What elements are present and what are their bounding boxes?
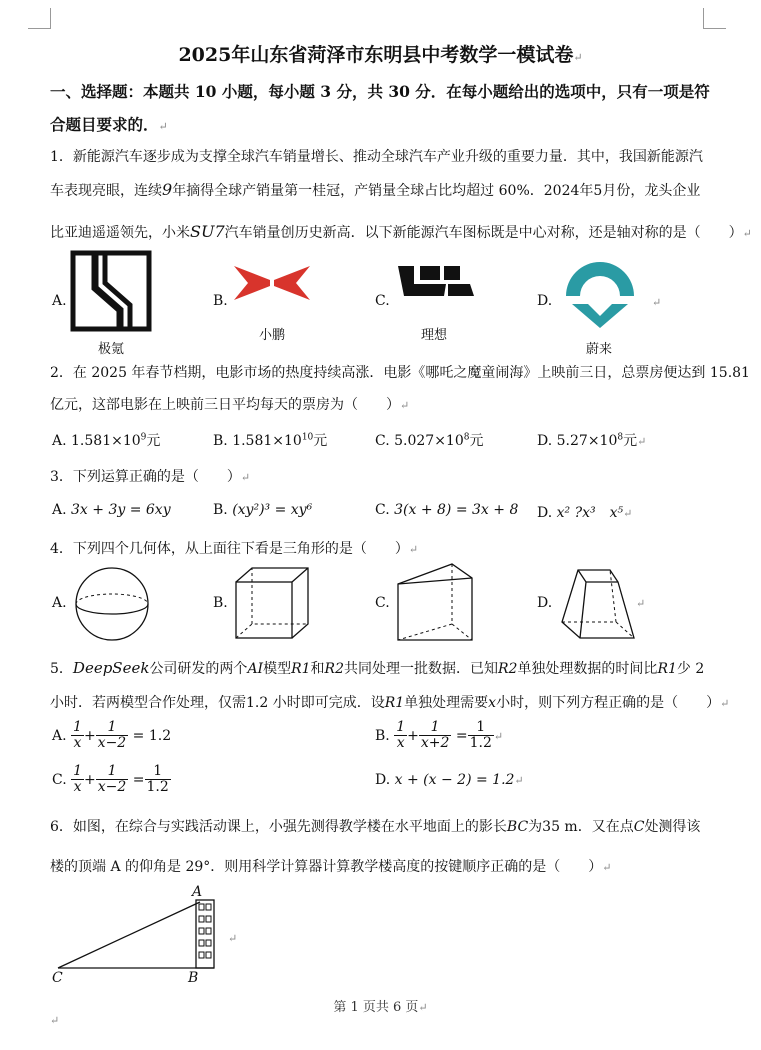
section-heading: 一、选择题：本题共 10 小题，每小题 3 分，共 30 分．在每小题给出的选项中，只有一项是符 [50,82,710,101]
q5-option-a[interactable]: A. $\frac{1}{x}$ + $\frac{1}{x-2}$ = 1.2 [52,719,172,752]
q5-option-c[interactable]: C. $\frac{1}{x}$ + $\frac{1}{x-2}$ = $\frac{1}{1.2}$ [52,763,169,796]
nio-logo [558,252,642,328]
point-c-label: C [52,970,63,986]
q5-line2: 小时．若两模型合作处理，仅需1.2 小时即可完成．设R1单独处理需要x小时，则下列方程正确的是（ ）↵ [50,695,730,711]
q1-line3: 比亚迪遥遥领先，小米SU7汽车销量创历史新高．以下新能源汽车图标既是中心对称，还是轴对称的是（ ）↵ [50,222,752,241]
q2-line2: 亿元，这部电影在上映前三日平均每天的票房为（ ）↵ [50,397,410,413]
q3-option-a[interactable]: A. 3x + 3y = 6xy [52,502,171,518]
q3-stem: 3．下列运算正确的是（ ）↵ [50,469,251,485]
q2-option-a[interactable]: A. $1.581\times 10^9$元 [52,432,161,449]
q1-line2: 车表现亮眼，连续9年摘得全球产销量第一桂冠，产销量全球占比均超过 60%．2024年5月份，龙头企业 [50,180,701,199]
building-shadow-figure [50,886,230,986]
prism-figure [396,562,476,642]
frustum-figure [560,568,636,642]
q4-option-c[interactable]: C. [375,595,390,611]
q6-line2: 楼的顶端 A 的仰角是 29°．则用科学计算器计算教学楼高度的按键顺序正确的是（ ）↵ [50,859,612,875]
paragraph-mark: ↵ [652,296,662,309]
point-a-label: A [192,884,203,900]
li-auto-logo [396,264,476,298]
q4-option-a[interactable]: A. [52,595,67,611]
page-footer: 第 1 页共 6 页↵ [333,1000,428,1015]
q1-option-b[interactable]: B. [213,293,228,309]
cube-figure [234,566,310,642]
page-title: 2025年山东省菏泽市东明县中考数学一模试卷↵ [178,44,583,66]
q1-caption-b: 小鹏 [259,328,286,343]
q5-option-b[interactable]: B. $\frac{1}{x}$ + $\frac{1}{x+2}$ = $\frac{1}{1.2}$ ↵ [375,719,504,752]
q3-option-b[interactable]: B. (xy²)³ = xy⁶ [213,502,313,518]
q5-line1: 5．DeepSeek公司研发的两个AI模型R1和R2共同处理一批数据．已知R2单独处理数据的时间比R1少 2 [50,659,705,677]
q1-caption-a: 极氪 [98,342,125,357]
q2-option-c[interactable]: C. $5.027\times 10^8$元 [375,432,484,449]
q1-caption-c: 理想 [421,328,448,343]
paragraph-mark: ↵ [228,932,238,945]
q1-option-a[interactable]: A. [52,293,67,309]
q4-option-d[interactable]: D. [537,595,553,611]
q2-line1: 2．在 2025 年春节档期，电影市场的热度持续高涨．电影《哪吒之魔童闹海》上映前三日，总票房便达到 15.81 [50,365,750,381]
q3-option-d[interactable]: D. x² ?x³ x⁵↵ [537,505,633,521]
paragraph-mark: ↵ [636,597,646,610]
q3-option-c[interactable]: C. 3(x + 8) = 3x + 8 [375,502,519,518]
q2-option-d[interactable]: D. $5.27\times 10^8$元↵ [537,432,647,449]
q1-option-c[interactable]: C. [375,293,390,309]
crop-mark-top-right [703,8,726,29]
q5-option-d[interactable]: D. x + (x − 2) = 1.2↵ [375,772,524,788]
point-b-label: B [188,970,199,986]
q4-option-b[interactable]: B. [213,595,228,611]
q6-line1: 6．如图，在综合与实践活动课上，小强先测得教学楼在水平地面上的影长BC为35 m．又在点C处测得该 [50,819,701,835]
q1-option-d[interactable]: D. [537,293,553,309]
q2-option-b[interactable]: B. $1.581\times 10^{10}$元 [213,432,328,449]
q1-caption-d: 蔚来 [586,342,613,357]
q4-stem: 4．下列四个几何体，从上面往下看是三角形的是（ ）↵ [50,541,419,557]
sphere-figure [72,566,152,642]
paragraph-mark: ↵ [50,1014,60,1027]
q1-line1: 1．新能源汽车逐步成为支撑全球汽车销量增长、推动全球汽车产业升级的重要力量．其中，我国新能源汽 [50,149,703,165]
zeekr-logo [70,250,152,332]
crop-mark-top-left [28,8,51,29]
xpeng-logo [232,264,312,302]
section-heading-cont: 合题目要求的．↵ [50,115,168,134]
